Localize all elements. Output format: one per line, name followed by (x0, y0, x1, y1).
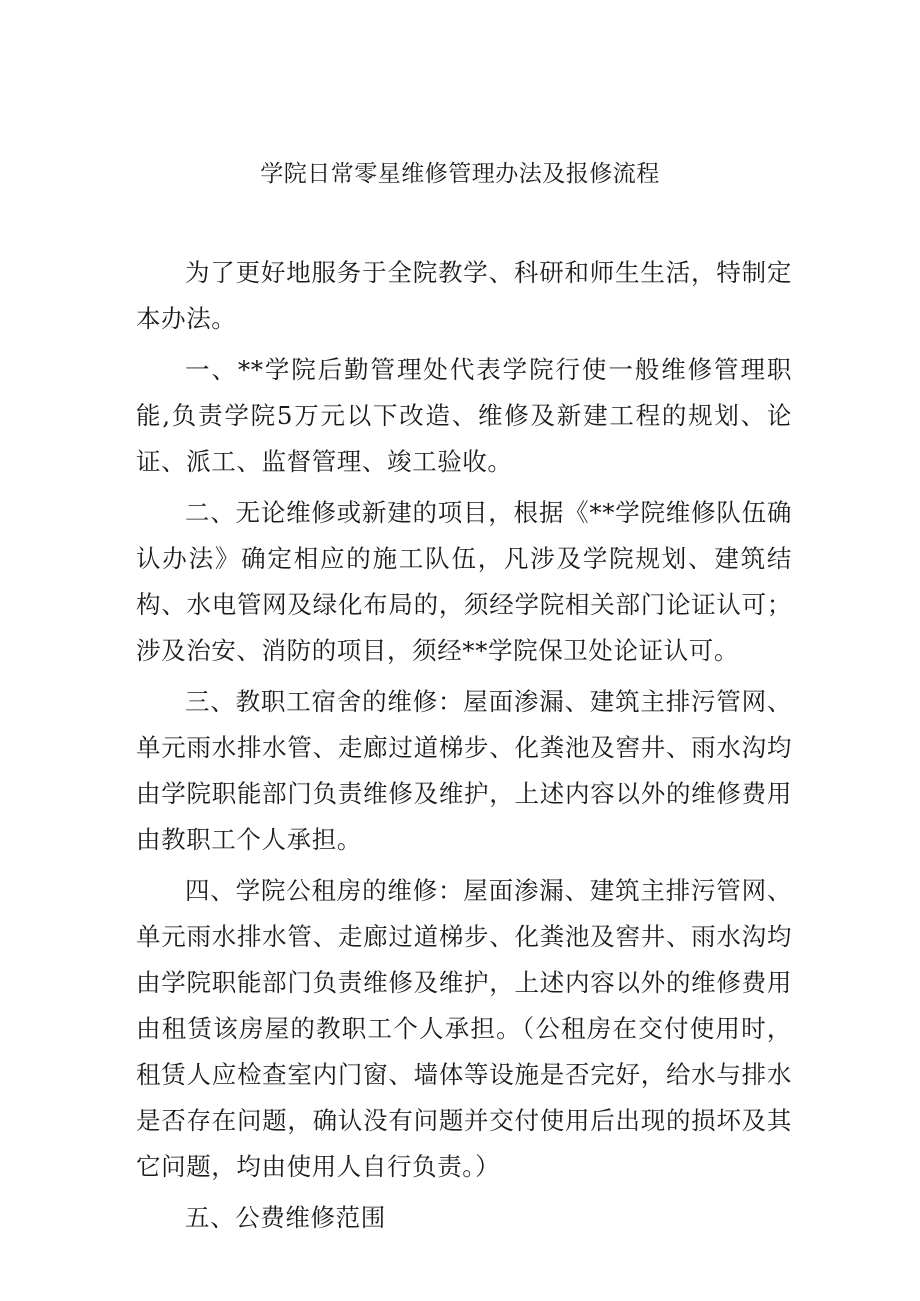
document-body (136, 250, 792, 1246)
paragraph-intro: 为了更好地服务于全院教学、科研和师生生活，特制定本办法。 (136, 258, 792, 333)
paragraph-clause-1: 一、**学院后勤管理处代表学院行使一般维修管理职能,负责学院5万元以下改造、维修及新建工程的规划、论证、派工、监督管理、竣工验收。 (136, 355, 792, 476)
paragraph-clause-3: 三、教职工宿舍的维修：屋面渗漏、建筑主排污管网、单元雨水排水管、走廊过道梯步、化粪池及窖井、雨水沟均由学院职能部门负责维修及维护，上述内容以外的维修费用由教职工个人承担。 (136, 687, 792, 854)
paragraph-clause-4: 四、学院公租房的维修：屋面渗漏、建筑主排污管网、单元雨水排水管、走廊过道梯步、化粪池及窖井、雨水沟均由学院职能部门负责维修及维护，上述内容以外的维修费用由租赁该房屋的教职工个人承担。（公租房在交付使用时，租赁人应检查室内门窗、墙体等设施是否完好，给水与排水是否存在问题，确认没有问题并交付使用后出现的损坏及其它问题，均由使用人自行负责。） (136, 876, 792, 1181)
document-title: 学院日常零星维修管理办法及报修流程 (260, 161, 660, 187)
paragraph-clause-2: 二、无论维修或新建的项目，根据《**学院维修队伍确认办法》确定相应的施工队伍，凡涉及学院规划、建筑结构、水电管网及绿化布局的，须经学院相关部门论证认可；涉及治安、消防的项目，须经**学院保卫处论证认可。 (136, 498, 792, 665)
paragraph-clause-5-heading: 五、公费维修范围 (185, 1203, 386, 1232)
